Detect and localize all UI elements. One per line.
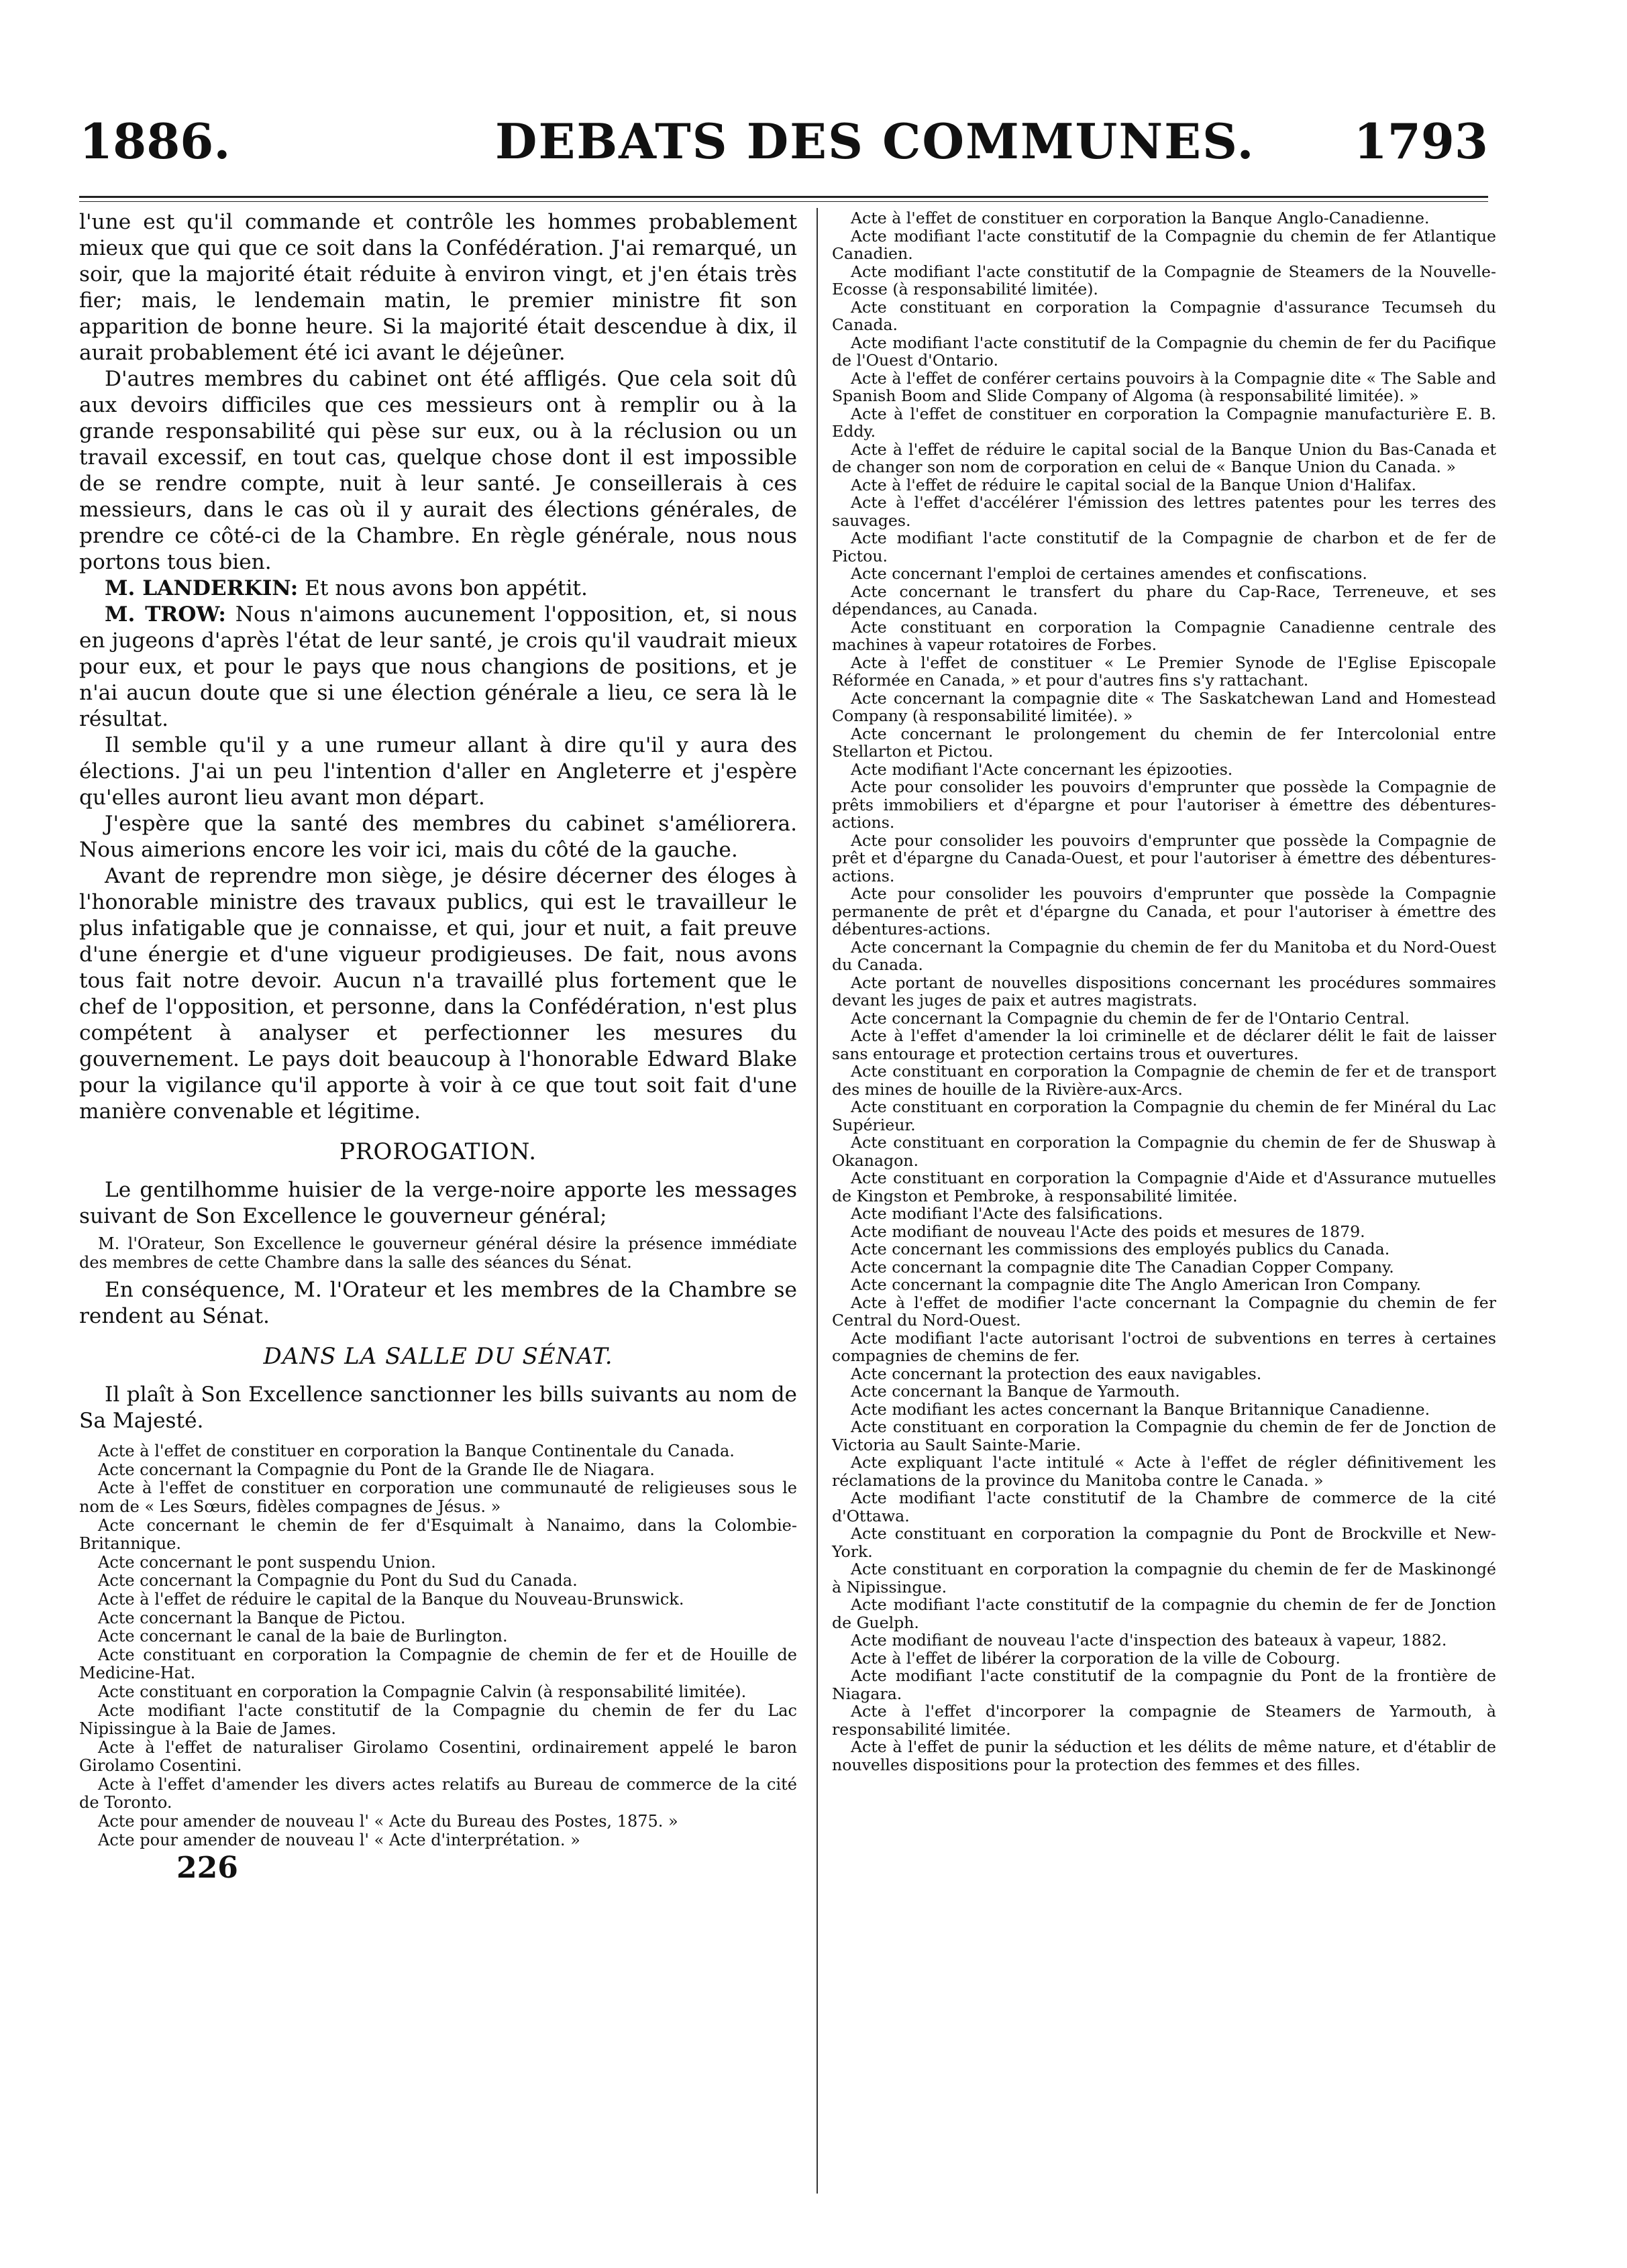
header-page-number: 1793 bbox=[1353, 113, 1488, 170]
act-item: Acte concernant la Compagnie du Pont du Sud du Canada. bbox=[98, 1571, 578, 1590]
header-rule-thin bbox=[79, 201, 1488, 202]
act-item: Acte modifiant l'Acte concernant les épizooties. bbox=[851, 759, 1233, 779]
act-item: Acte modifiant l'acte constitutif de la Compagnie du chemin de fer du Lac Nipissingue à la Baie de James. bbox=[79, 1700, 797, 1739]
act-item: Acte constituant en corporation la Compagnie du chemin de fer de Shuswap à Okanagon. bbox=[832, 1133, 1496, 1170]
act-item: Acte à l'effet de constituer « Le Premier Synode de l'Eglise Episcopale Réformée en Canada, » et pour d'autres fins s'y rattachant. bbox=[832, 653, 1496, 690]
act-item: Acte concernant le canal de la baie de Burlington. bbox=[98, 1627, 508, 1646]
act-item: Acte concernant la Compagnie du Pont de la Grande Ile de Niagara. bbox=[98, 1460, 655, 1479]
act-item: Acte modifiant l'acte autorisant l'octroi de subventions en terres à certaines compagnies de chemins de fer. bbox=[832, 1328, 1496, 1365]
act-item: Acte à l'effet de constituer en corporation une communauté de religieuses sous le nom de « Les Sœurs, fidèles compagnes de Jésus. » bbox=[79, 1478, 797, 1516]
paragraph: D'autres membres du cabinet ont été affligés. Que cela soit dû aux devoirs difficiles que ces messieurs ont à remplir ou à la grande responsabilité qui pèse sur eux, ou à la réclusion ou un travail excessif, en tout cas, quelque chose dont il est impossible de se rendre compte, nuit à leur santé. Je conseillerais à ces messieurs, dans le cas où il y aurait des élections générales, de prendre ce côté-ci de la Chambre. En règle générale, nous nous portons tous bien. bbox=[79, 367, 797, 574]
act-item: Acte pour consolider les pouvoirs d'emprunter que possède la Compagnie de prêts immobiliers et d'épargne et pour l'autoriser à émettre des débentures-actions. bbox=[832, 777, 1496, 832]
act-item: Acte concernant la Compagnie du chemin de fer du Manitoba et du Nord-Ouest du Canada. bbox=[832, 937, 1496, 974]
paragraph: En conséquence, M. l'Orateur et les membres de la Chambre se rendent au Sénat. bbox=[79, 1278, 797, 1329]
act-item: Acte modifiant l'acte constitutif de la compagnie du Pont de la frontière de Niagara. bbox=[832, 1666, 1496, 1703]
paragraph: J'espère que la santé des membres du cabinet s'améliorera. Nous aimerions encore les voir ici, mais du côté de la gauche. bbox=[79, 812, 797, 862]
act-item: Acte concernant la Banque de Yarmouth. bbox=[851, 1382, 1180, 1401]
act-item: Acte constituant en corporation la Compagnie de chemin de fer et de transport des mines de houille de la Rivière-aux-Arcs. bbox=[832, 1062, 1496, 1099]
header-title: DEBATS DES COMMUNES. bbox=[495, 113, 1255, 170]
act-item: Acte constituant en corporation la compagnie du chemin de fer de Maskinongé à Nipissingue. bbox=[832, 1560, 1496, 1597]
speech bbox=[79, 576, 797, 602]
page-header bbox=[79, 113, 1488, 186]
act-item: Acte à l'effet de modifier l'acte concernant la Compagnie du chemin de fer Central du Nord-Ouest. bbox=[832, 1293, 1496, 1330]
act-item: Acte à l'effet d'accélérer l'émission des lettres patentes pour les terres des sauvages. bbox=[832, 493, 1496, 530]
act-item: Acte portant de nouvelles dispositions concernant les procédures sommaires devant les juges de paix et autres magistrats. bbox=[832, 973, 1496, 1010]
act-item: Acte concernant la compagnie dite The Canadian Copper Company. bbox=[851, 1257, 1394, 1277]
paragraph: Il plaît à Son Excellence sanctionner les bills suivants au nom de Sa Majesté. bbox=[79, 1383, 797, 1434]
act-item: Acte à l'effet de réduire le capital de la Banque du Nouveau-Brunswick. bbox=[98, 1589, 684, 1609]
act-item: Acte pour consolider les pouvoirs d'emprunter que possède la Compagnie permanente de prêt et d'épargne du Canada, et pour l'autoriser à émettre des débentures-actions. bbox=[832, 884, 1496, 938]
act-item: Acte modifiant l'acte constitutif de la compagnie du chemin de fer de Jonction de Guelph. bbox=[832, 1595, 1496, 1632]
speaker-name: M. LANDERKIN: bbox=[105, 576, 299, 600]
act-item: Acte concernant les commissions des employés publics du Canada. bbox=[851, 1240, 1390, 1258]
act-item: Acte à l'effet de constituer en corporation la Compagnie manufacturière E. B. Eddy. bbox=[832, 404, 1496, 441]
act-item: Acte modifiant l'acte constitutif de la Compagnie de charbon et de fer de Pictou. bbox=[832, 529, 1496, 565]
act-item: Acte à l'effet d'amender la loi criminelle et de déclarer délit le fait de laisser sans entourage et protection certains trous et ouvertures. bbox=[832, 1026, 1496, 1063]
left-column bbox=[79, 209, 797, 1885]
act-item: Acte constituant en corporation la Compagnie du chemin de fer de Jonction de Victoria au Sault Sainte-Marie. bbox=[832, 1417, 1496, 1454]
act-item: Acte modifiant l'acte constitutif de la Compagnie du chemin de fer Atlantique Canadien. bbox=[832, 226, 1496, 263]
speech-text: Et nous avons bon appétit. bbox=[298, 576, 588, 600]
act-item: Acte constituant en corporation la Compagnie du chemin de fer Minéral du Lac Supérieur. bbox=[832, 1097, 1496, 1134]
act-item: Acte concernant le pont suspendu Union. bbox=[98, 1552, 436, 1572]
act-item: Acte concernant la compagnie dite « The Saskatchewan Land and Homestead Company (à responsabilité limitée). » bbox=[832, 688, 1496, 725]
act-item: Acte constituant en corporation la Compagnie de chemin de fer et de Houille de Medicine-Hat. bbox=[79, 1645, 797, 1683]
act-item: Acte à l'effet d'incorporer la compagnie de Steamers de Yarmouth, à responsabilité limitée. bbox=[832, 1702, 1496, 1739]
act-item: Acte concernant l'emploi de certaines amendes et confiscations. bbox=[851, 564, 1367, 583]
paragraph: Le gentilhomme huisier de la verge-noire apporte les messages suivant de Son Excellence le gouverneur général; bbox=[79, 1178, 797, 1228]
column-divider bbox=[817, 208, 818, 2194]
act-item: Acte à l'effet de libérer la corporation de la ville de Cobourg. bbox=[851, 1648, 1341, 1668]
act-item: Acte constituant en corporation la Compagnie d'assurance Tecumseh du Canada. bbox=[832, 297, 1496, 334]
act-item: Acte modifiant l'Acte des falsifications. bbox=[851, 1204, 1163, 1223]
section-heading-senat: DANS LA SALLE DU SÉNAT. bbox=[263, 1343, 613, 1370]
speaker-name: M. TROW: bbox=[105, 602, 226, 627]
act-item: Acte concernant la compagnie dite The Anglo American Iron Company. bbox=[851, 1275, 1422, 1294]
act-item: Acte pour amender de nouveau l' « Acte du Bureau des Postes, 1875. » bbox=[98, 1812, 678, 1831]
act-item: Acte modifiant l'acte constitutif de la Compagnie du chemin de fer du Pacifique de l'Ouest d'Ontario. bbox=[832, 333, 1496, 370]
paragraph: l'une est qu'il commande et contrôle les hommes probablement mieux que qui que ce soit dans la Confédération. J'ai remarqué, un soir, que la majorité était réduite à environ vingt, et j'en étais très fier; mais, le lendemain matin, le premier ministre fit son apparition de bonne heure. Si la majorité était descendue à dix, il aurait probablement été ici avant le déjeûner. bbox=[79, 210, 797, 365]
act-item: Acte constituant en corporation la Compagnie Canadienne centrale des machines à vapeur rotatoires de Forbes. bbox=[832, 617, 1496, 654]
paragraph: Avant de reprendre mon siège, je désire décerner des éloges à l'honorable ministre des travaux publics, qui est le travailleur le plus infatigable que je connaisse, et qui, jour et nuit, a fait preuve d'une énergie et d'une vigueur prodigieuses. De fait, nous avons tous fait notre devoir. Aucun n'a travaillé plus fortement que le chef de l'opposition, et personne, dans la Confédération, n'est plus compétent à analyser et perfectionner les mesures du gouvernement. Le pays doit beaucoup à l'honorable Edward Blake pour la vigilance qu'il apporte à voir à ce que tout soit fait d'une manière convenable et légitime. bbox=[79, 864, 797, 1124]
act-item: Acte à l'effet de constituer en corporation la Banque Anglo-Canadienne. bbox=[851, 209, 1430, 227]
message-text: M. l'Orateur, Son Excellence le gouverneur général désire la présence immédiate des membres de cette Chambre dans la salle des séances du Sénat. bbox=[79, 1234, 797, 1272]
act-item: Acte à l'effet de punir la séduction et les délits de même nature, et d'établir de nouvelles dispositions pour la protection des femmes et des filles. bbox=[832, 1737, 1496, 1774]
act-item: Acte concernant le prolongement du chemin de fer Intercolonial entre Stellarton et Pictou. bbox=[832, 724, 1496, 761]
act-item: Acte constituant en corporation la Compagnie Calvin (à responsabilité limitée). bbox=[98, 1682, 747, 1701]
act-item: Acte à l'effet d'amender les divers actes relatifs au Bureau de commerce de la cité de Toronto. bbox=[79, 1774, 797, 1813]
act-item: Acte modifiant l'acte constitutif de la Chambre de commerce de la cité d'Ottawa. bbox=[832, 1489, 1496, 1525]
act-item: Acte constituant en corporation la Compagnie d'Aide et d'Assurance mutuelles de Kingston et Pembroke, à responsabilité limitée. bbox=[832, 1169, 1496, 1205]
act-item: Acte modifiant de nouveau l'Acte des poids et mesures de 1879. bbox=[851, 1222, 1365, 1241]
header-year: 1886. bbox=[79, 113, 231, 170]
act-item: Acte pour consolider les pouvoirs d'emprunter que possède la Compagnie de prêt et d'épargne du Canada-Ouest, et pour l'autoriser à émettre des débentures-actions. bbox=[832, 830, 1496, 885]
act-item: Acte à l'effet de réduire le capital social de la Banque Union d'Halifax. bbox=[851, 475, 1417, 494]
act-item: Acte expliquant l'acte intitulé « Acte à l'effet de régler définitivement les réclamations de la province du Manitoba contre le Canada. » bbox=[832, 1453, 1496, 1490]
act-item: Acte modifiant les actes concernant la Banque Britannique Canadienne. bbox=[851, 1399, 1430, 1419]
act-item: Acte concernant le transfert du phare du Cap-Race, Terreneuve, et ses dépendances, au Canada. bbox=[832, 582, 1496, 618]
act-item: Acte à l'effet de naturaliser Girolamo Cosentini, ordinairement appelé le baron Girolamo Cosentini. bbox=[79, 1737, 797, 1776]
act-item: Acte concernant le chemin de fer d'Esquimalt à Nanaimo, dans la Colombie-Britannique. bbox=[79, 1515, 797, 1554]
act-item: Acte à l'effet de réduire le capital social de la Banque Union du Bas-Canada et de changer son nom de corporation en celui de « Banque Union du Canada. » bbox=[832, 439, 1496, 476]
right-column bbox=[832, 209, 1496, 1774]
act-item: Acte modifiant de nouveau l'acte d'inspection des bateaux à vapeur, 1882. bbox=[851, 1631, 1447, 1650]
act-item: Acte concernant la Compagnie du chemin de fer de l'Ontario Central. bbox=[851, 1008, 1410, 1028]
header-rule bbox=[79, 196, 1488, 198]
act-item: Acte à l'effet de constituer en corporation la Banque Continentale du Canada. bbox=[98, 1442, 735, 1461]
speech-text: Nous n'aimons aucunement l'opposition, et, si nous en jugeons d'après l'état de leur santé, je crois qu'il vaudrait mieux pour eux, et pour le pays que nous changions de positions, et je n'ai aucun doute que si une élection générale a lieu, ce sera là le résultat. bbox=[79, 602, 798, 731]
act-item: Acte à l'effet de conférer certains pouvoirs à la Compagnie dite « The Sable and Spanish Boom and Slide Company of Algoma (à responsabilité limitée). » bbox=[832, 368, 1496, 405]
paragraph: Il semble qu'il y a une rumeur allant à dire qu'il y aura des élections. J'ai un peu l'intention d'aller en Angleterre et j'espère qu'elles auront lieu avant mon départ. bbox=[79, 733, 797, 810]
section-heading-prorogation: PROROGATION. bbox=[339, 1138, 537, 1165]
act-item: Acte pour amender de nouveau l' « Acte d'interprétation. » bbox=[98, 1830, 580, 1849]
act-item: Acte modifiant l'acte constitutif de la Compagnie de Steamers de la Nouvelle-Ecosse (à responsabilité limitée). bbox=[832, 262, 1496, 299]
act-item: Acte concernant la Banque de Pictou. bbox=[98, 1608, 406, 1627]
speech bbox=[79, 602, 797, 733]
act-item: Acte constituant en corporation la compagnie du Pont de Brockville et New-York. bbox=[832, 1524, 1496, 1561]
signature-mark: 226 bbox=[176, 1851, 238, 1886]
act-item: Acte concernant la protection des eaux navigables. bbox=[851, 1364, 1262, 1383]
